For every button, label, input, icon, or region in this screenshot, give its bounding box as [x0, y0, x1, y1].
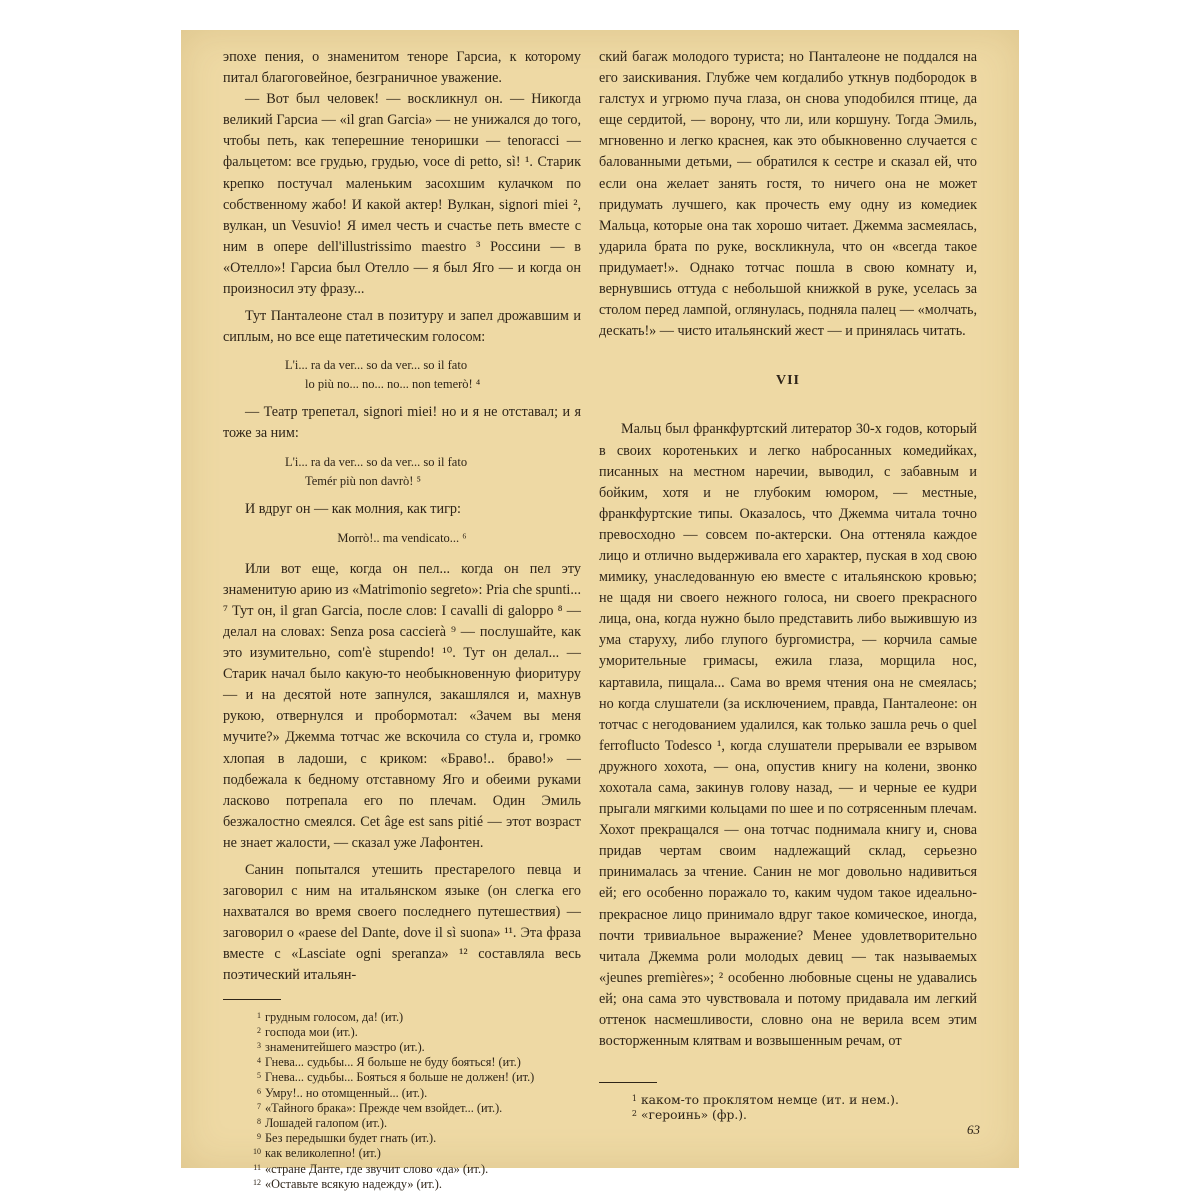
verse-quote — [285, 453, 581, 491]
footnote — [223, 1101, 581, 1116]
footnote — [599, 1108, 977, 1123]
paragraph: Санин попытался утешить престарелого певца и заговорил с ним на итальянском языке (он слегка его нахватался во время своего последнего путешествия) — заговорил о «paese del Dante, dove il sì suona» ¹¹. Эта фраза вместе с «Lasciate ogni speranza» ¹² составляла весь поэтический итальян- — [223, 862, 581, 984]
book-page — [181, 30, 1019, 1191]
footnote-number: 4 — [257, 1056, 261, 1066]
footnote-number: 8 — [257, 1116, 261, 1126]
chapter-heading: VII — [775, 373, 800, 389]
footnote-number: 12 — [253, 1177, 261, 1187]
footnote-text: Гнева... судьбы... Я больше не буду бояться! (ит.) — [265, 1055, 521, 1070]
left-column — [223, 47, 581, 1192]
footnote — [223, 1025, 581, 1040]
paragraph: ский багаж молодого туриста; но Панталеоне не поддался на его заискивания. Глубже чем когдалибо уткнув подбородок в галстух и угрюмо пуча глаза, он снова уподобился птице, да еще сердитой, — ворону, что ли, или коршуну. Тогда Эмиль, мгновенно и легко краснея, как это обыкновенно случается с балованными детьми, — обратился к сестре и сказал ей, что если она желает занять гостя, то ничего она не может придумать лучшего, как прочесть ему одну из комедиек Мальца, которые она так хорошо читает. Джемма засмеялась, ударила брата по руке, воскликнула, что он «всегда такое придумает!». Однако тотчас пошла в свою комнату и, вернувшись оттуда с небольшой книжкой в руке, уселась за столом перед лампой, оглянулась, подняла палец — «молчать, дескать!» — чисто итальянский жест — и принялась читать. — [599, 49, 977, 340]
verse-line: L'i... ra da ver... so da ver... so il fato — [285, 454, 468, 469]
paragraph: — Театр трепетал, signori miei! но и я не отставал; и я тоже за ним: — [223, 404, 581, 442]
paragraph: — Вот был человек! — воскликнул он. — Никогда великий Гарсиа — «il gran Garcia» — не унижался до того, чтобы петь, как теперешние теноришки — tenoracci — фальцетом: все грудью, грудью, voce di petto, sì! ¹. Старик крепко постучал маленьким засохшим кулачком по собственному жабо! И какой актер! Вулкан, signori miei ², вулкан, un Vesuvio! Я имел честь и счастье петь вместе с ним в опере dell'illustrissimo maestro ³ Россини — в «Отелло»! Гарсиа был Отелло — я был Яго — и когда он произносил эту фразу... — [223, 91, 581, 298]
footnote — [223, 1086, 581, 1101]
verse-quote: Morrò!.. ma vendicato... ⁶ — [337, 530, 467, 545]
footnote — [223, 1116, 581, 1131]
paragraph: Тут Панталеоне стал в позитуру и запел дрожавшим и сиплым, но все еще патетическим голосом: — [223, 308, 581, 346]
footnote — [223, 1010, 581, 1025]
footnote-text: грудным голосом, да! (ит.) — [265, 1009, 404, 1024]
footnote-number: 2 — [257, 1025, 261, 1035]
right-column — [599, 47, 977, 1052]
right-footnotes — [599, 1070, 977, 1123]
paragraph: И вдруг он — как молния, как тигр: — [245, 500, 461, 517]
footnote-text: «стране Данте, где звучит слово «да» (ит.). — [265, 1161, 489, 1176]
verse-line: L'i... ra da ver... so da ver... so il fato — [285, 358, 468, 373]
footnote-text: Гнева... судьбы... Бояться я больше не должен! (ит.) — [265, 1070, 535, 1085]
footnote-number: 1 — [257, 1010, 261, 1020]
footnote-number: 7 — [257, 1101, 261, 1111]
paragraph: Мальц был франкфуртский литератор 30-х годов, который в своих коротеньких и легко набросанных комедийках, писанных на местном наречии, выводил, с забавным и бойким, хотя и не глубоким юмором, — местные, франкфуртские типы. Оказалось, что Джемма читала точно превосходно — совсем по-актерски. Она оттеняла каждое лицо и отлично выдерживала его характер, пуская в ход свою мимику, унаследованную ею вместе с итальянскою кровью; не щадя ни своего нежного голоса, ни своего прекрасного лица, она, когда нужно было представить либо выжившую из ума старуху, либо глупого бургомистра, — корчила самые уморительные гримасы, ежила глаза, морщила нос, картавила, пищала... Сама во время чтения она не смеялась; но когда слушатели (за исключением, правда, Панталеоне: он тотчас с негодованием удалился, как только зашла речь о quel ferroflucto Todesco ¹, когда слушатели прерывали ее взрывом дружного хохота, — она, опустив книгу на колени, звонко хохотала сама, закинув голову назад, — и черные ее кудри прыгали мягкими кольцами по шее и по сотрясенным плечам. Хохот прекращался — она тотчас поднимала книгу и, снова придав чертам своим надлежащий склад, серьезно принималась за чтение. Санин не мог довольно надивиться ей; его особенно поражало то, каким чудом такое идеально-прекрасное лицо принимало вдруг такое комическое, иногда, почти тривиальное выражение? Менее удовлетворительно читала Джемма роли молодых девиц — так называемых «jeunes premières»; ² особенно любовные сцены не удавались ей; она сама это чувствовала и потому придавала им легкий оттенок насмешливости, словно она не верила всем этим восторженным клятвам и возвышенным речам, от — [599, 421, 977, 1050]
footnote-number: 9 — [257, 1132, 261, 1142]
verse-quote — [285, 356, 581, 394]
footnote-text: «Тайного брака»: Прежде чем взойдет... (ит.). — [265, 1100, 503, 1115]
footnote-number: 11 — [253, 1162, 261, 1172]
footnote — [599, 1093, 977, 1108]
verse-line: Temér più non davrò! ⁵ — [305, 473, 421, 488]
footnote — [223, 1055, 581, 1070]
footnote-text: как великолепно! (ит.) — [265, 1146, 381, 1161]
footnote-divider — [599, 1082, 657, 1083]
footnote-text: Умру!.. но отомщенный... (ит.). — [265, 1085, 428, 1100]
paragraph: эпохе пения, о знаменитом теноре Гарсиа, к которому питал благоговейное, безграничное уважение. — [223, 49, 581, 87]
footnotes — [223, 1010, 581, 1192]
paragraph: Или вот еще, когда он пел... когда он пел эту знаменитую арию из «Matrimonio segreto»: Pria che spunti... ⁷ Тут он, il gran Garcia, после слов: I cavalli di galoppo ⁸ — делал на словах: Senza posa caccierà ⁹ — послушайте, как это изумительно, com'è stupendo! ¹⁰. Тут он делал... — Старик начал было какую-то необыкновенную фиоритуру — и на десятой ноте запнулся, закашлялся и, махнув рукою, отвернулся и пробормотал: «Зачем вы меня мучите?» Джемма тотчас же вскочила со стула и, громко хлопая в ладоши, с криком: «Браво!.. браво!» — подбежала к бедному отставному Яго и обеими руками ласково потрепала его по плечам. Один Эмиль безжалостно смеялся. Cet âge est sans pitié — этот возраст не знает жалости, — сказал уже Лафонтен. — [223, 560, 582, 851]
footnote-number: 1 — [631, 1094, 637, 1103]
footnote-number: 5 — [257, 1071, 261, 1081]
footnote-text: знаменитейшего маэстро (ит.). — [265, 1039, 425, 1054]
footnote-number: 6 — [257, 1086, 261, 1096]
footnotes — [599, 1093, 977, 1123]
footnote — [223, 1070, 581, 1085]
footnote — [223, 1162, 581, 1177]
footnote-text: Без передышки будет гнать (ит.). — [265, 1131, 437, 1146]
footnote-text: господа мои (ит.). — [265, 1024, 358, 1039]
footnote-text: «Оставьте всякую надежду» (ит.). — [265, 1176, 442, 1191]
footnote-divider — [223, 999, 281, 1000]
footnote — [223, 1146, 581, 1161]
footnote — [223, 1177, 581, 1192]
footnote-number: 10 — [253, 1147, 261, 1157]
footnote — [223, 1040, 581, 1055]
footnote — [223, 1131, 581, 1146]
footnote-text: «героинь» (фр.). — [641, 1108, 747, 1123]
page-number: 63 — [967, 1122, 980, 1137]
footnote-text: Лошадей галопом (ит.). — [265, 1115, 388, 1130]
verse-line: lo più no... no... no... non temerò! ⁴ — [305, 377, 481, 392]
footnote-number: 3 — [257, 1040, 261, 1050]
footnote-text: каком-то проклятом немце (ит. и нем.). — [641, 1093, 899, 1107]
footnote-number: 2 — [631, 1109, 637, 1119]
